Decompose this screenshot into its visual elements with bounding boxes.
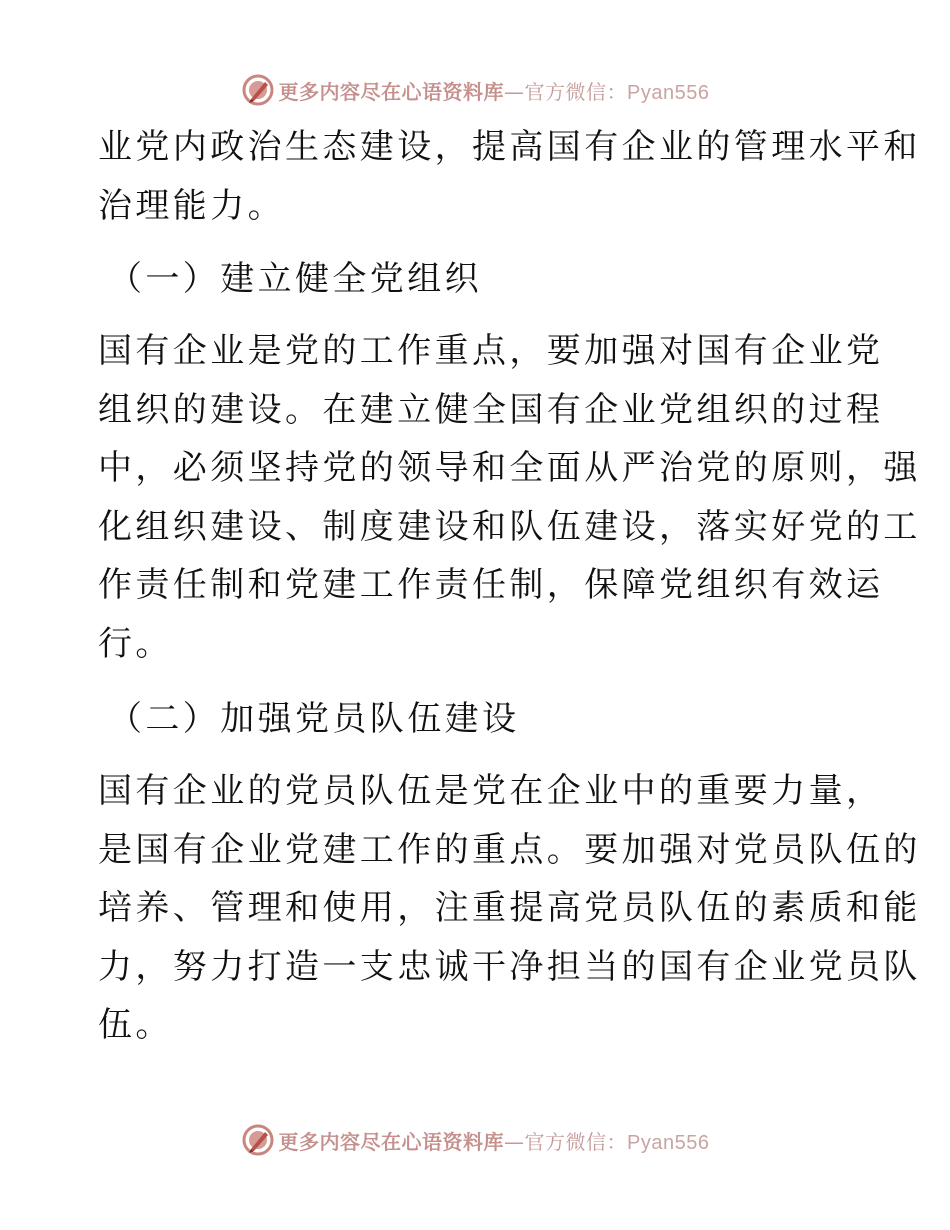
section-2-paragraph [98, 762, 921, 1055]
pen-logo-icon [241, 1123, 275, 1157]
section-heading-2: （二）加强党员队伍建设 [108, 699, 520, 739]
paragraph-line: 国有企业是党的工作重点，要加强对国有企业党 [98, 331, 884, 371]
watermark-wechat-id: Pyan556 [627, 1131, 710, 1154]
paragraph-line: 业党内政治生态建设，提高国有企业的管理水平和 [98, 127, 921, 167]
paragraph-line: 作责任制和党建工作责任制，保障党组织有效运 [98, 565, 884, 606]
paragraph-line: 中，必须坚持党的领导和全面从严治党的原则，强 [98, 448, 921, 489]
paragraph-line: 行。 [98, 623, 173, 664]
section-heading-1: （一）建立健全党组织 [108, 259, 482, 299]
paragraph-line: 治理能力。 [98, 185, 285, 226]
watermark-text [279, 1126, 710, 1155]
paragraph-line: 力，努力打造一支忠诚干净担当的国有企业党员队 [98, 946, 921, 987]
watermark-brand: 更多内容尽在心语资料库 [278, 1129, 505, 1154]
paragraph-line: 培养、管理和使用，注重提高党员队伍的素质和能 [98, 888, 921, 929]
watermark-suffix: —官方微信： [504, 1129, 628, 1154]
intro-paragraph [98, 118, 921, 235]
footer-watermark [0, 1122, 950, 1158]
watermark-suffix: —官方微信： [504, 79, 628, 104]
section-1-paragraph [98, 322, 921, 674]
header-watermark [0, 72, 950, 108]
paragraph-line: 国有企业的党员队伍是党在企业中的重要力量， [98, 771, 884, 811]
watermark-brand: 更多内容尽在心语资料库 [278, 79, 505, 104]
paragraph-line: 组织的建设。在建立健全国有企业党组织的过程 [98, 389, 884, 430]
watermark-text [279, 76, 710, 105]
pen-logo-icon [241, 73, 275, 107]
watermark-wechat-id: Pyan556 [627, 81, 710, 104]
paragraph-line: 化组织建设、制度建设和队伍建设，落实好党的工 [98, 506, 921, 547]
paragraph-line: 是国有企业党建工作的重点。要加强对党员队伍的 [98, 829, 921, 870]
paragraph-line: 伍。 [98, 1005, 173, 1046]
